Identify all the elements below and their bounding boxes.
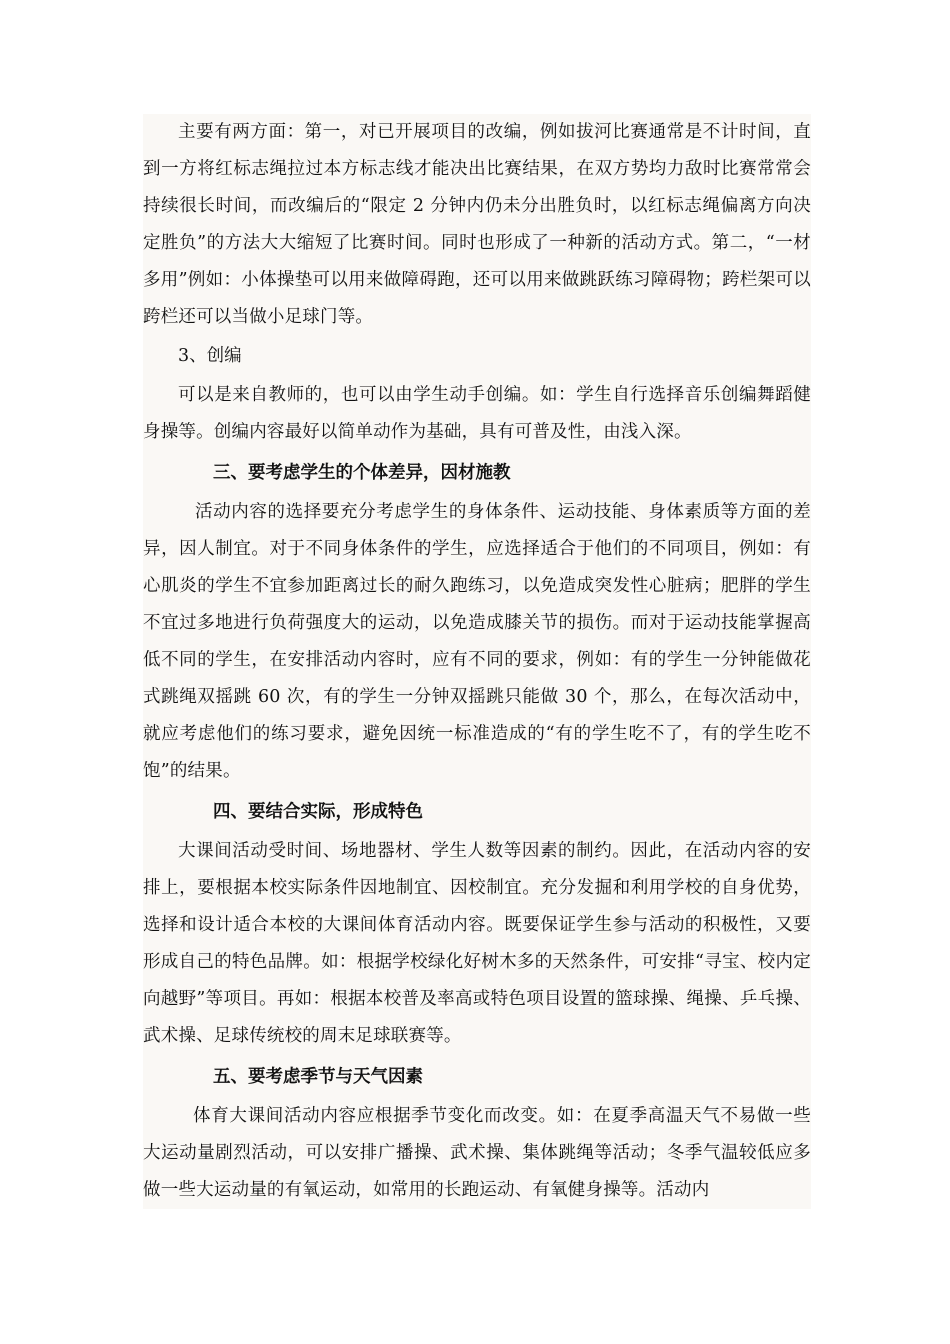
section-heading-season-weather: 五、要考虑季节与天气因素 (213, 1067, 423, 1087)
paragraph-create: 可以是来自教师的，也可以由学生动手创编。如：学生自行选择音乐创编舞蹈健身操等。创编内容最好以简单动作为基础，具有可普及性，由浅入深。 (143, 385, 811, 442)
paragraph-season-weather: 体育大课间活动内容应根据季节变化而改变。如：在夏季高温天气不易做一些大运动量剧烈活动，可以安排广播操、武术操、集体跳绳等活动；冬季气温较低应多做一些大运动量的有氧运动，如常用的长跑运动、有氧健身操等。活动内 (143, 1106, 811, 1200)
section-heading-individual-differences: 三、要考虑学生的个体差异，因材施教 (213, 463, 511, 483)
item-heading-create: 3、创编 (178, 346, 242, 366)
paragraph-modification: 主要有两方面：第一，对已开展项目的改编，例如拔河比赛通常是不计时间，直到一方将红标志绳拉过本方标志线才能决出比赛结果，在双方势均力敌时比赛常常会持续很长时间，而改编后的“限定 2 分钟内仍未分出胜负时，以红标志绳偏离方向决定胜负”的方法大大缩短了比赛时间。同时也形成了一种新的活动方式。第二，“一材多用”例如：小体操垫可以用来做障碍跑，还可以用来做跳跃练习障碍物；跨栏架可以跨栏还可以当做小足球门等。 (143, 122, 811, 327)
section-heading-local-features: 四、要结合实际，形成特色 (213, 802, 423, 822)
document-body (143, 114, 811, 1209)
paragraph-individual-differences: 活动内容的选择要充分考虑学生的身体条件、运动技能、身体素质等方面的差异，因人制宜。对于不同身体条件的学生，应选择适合于他们的不同项目，例如：有心肌炎的学生不宜参加距离过长的耐久跑练习，以免造成突发性心脏病；肥胖的学生不宜过多地进行负荷强度大的运动，以免造成膝关节的损伤。而对于运动技能掌握高低不同的学生，在安排活动内容时，应有不同的要求，例如：有的学生一分钟能做花式跳绳双摇跳 60 次，有的学生一分钟双摇跳只能做 30 个，那么，在每次活动中，就应考虑他们的练习要求，避免因统一标准造成的“有的学生吃不了，有的学生吃不饱”的结果。 (143, 502, 811, 781)
paragraph-local-features: 大课间活动受时间、场地器材、学生人数等因素的制约。因此，在活动内容的安排上，要根据本校实际条件因地制宜、因校制宜。充分发掘和利用学校的自身优势，选择和设计适合本校的大课间体育活动内容。既要保证学生参与活动的积极性，又要形成自己的特色品牌。如：根据学校绿化好树木多的天然条件，可安排“寻宝、校内定向越野”等项目。再如：根据本校普及率高或特色项目设置的篮球操、绳操、乒乓操、武术操、足球传统校的周末足球联赛等。 (143, 841, 811, 1046)
